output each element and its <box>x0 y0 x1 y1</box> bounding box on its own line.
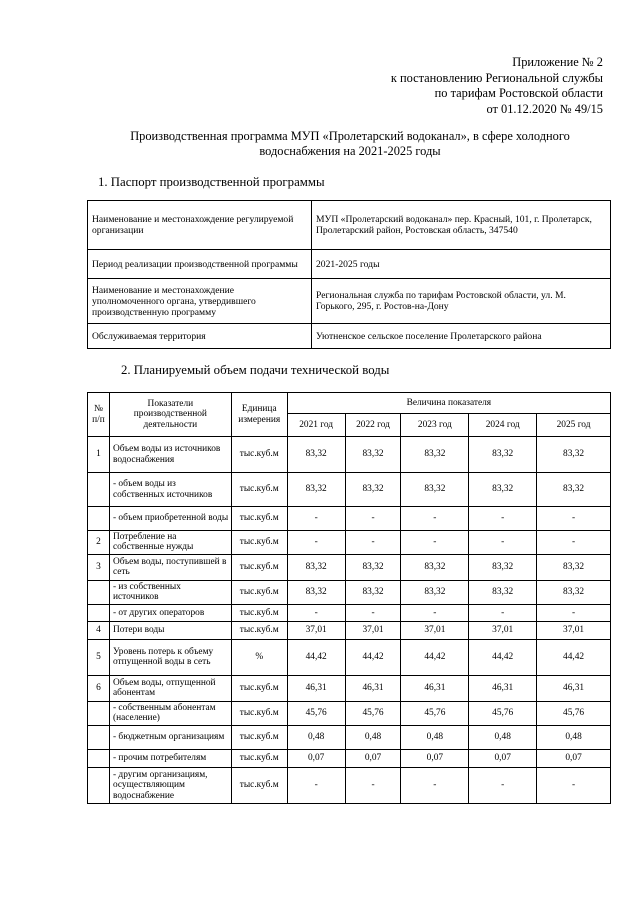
row-indicator: Объем воды, отпущенной абонентам <box>109 675 231 701</box>
row-number <box>88 749 110 767</box>
table-row <box>88 639 611 675</box>
row-indicator: - собственным абонентам (население) <box>109 701 231 725</box>
table-row <box>88 507 611 531</box>
row-unit: тыс.куб.м <box>231 554 287 580</box>
row-value: - <box>537 604 611 621</box>
row-value: 45,76 <box>287 701 345 725</box>
header-unit: Единица измерения <box>231 393 287 437</box>
passport-value: 2021-2025 годы <box>312 250 611 279</box>
row-value: 0,07 <box>537 749 611 767</box>
row-number <box>88 604 110 621</box>
row-value: 83,32 <box>287 437 345 473</box>
appendix-line-4: от 01.12.2020 № 49/15 <box>486 101 603 116</box>
row-value: 44,42 <box>401 639 469 675</box>
row-value: 37,01 <box>469 621 537 639</box>
row-number <box>88 725 110 749</box>
row-indicator: Объем воды из источников водоснабжения <box>109 437 231 473</box>
table-row <box>88 767 611 803</box>
row-value: 0,07 <box>345 749 401 767</box>
row-value: - <box>469 531 537 555</box>
row-unit: тыс.куб.м <box>231 437 287 473</box>
row-value: - <box>287 531 345 555</box>
row-value: 46,31 <box>469 675 537 701</box>
header-year: 2021 год <box>287 414 345 437</box>
row-value: 83,32 <box>287 580 345 604</box>
row-value: 45,76 <box>469 701 537 725</box>
row-value: - <box>401 767 469 803</box>
row-value: 45,76 <box>537 701 611 725</box>
row-value: - <box>401 507 469 531</box>
section-2-heading: 2. Планируемый объем подачи технической воды <box>121 363 390 377</box>
row-value: 83,32 <box>537 473 611 507</box>
row-number <box>88 507 110 531</box>
table-row <box>88 531 611 555</box>
table-row <box>88 604 611 621</box>
row-value: 37,01 <box>537 621 611 639</box>
row-value: 83,32 <box>469 580 537 604</box>
row-unit: тыс.куб.м <box>231 473 287 507</box>
row-value: - <box>537 507 611 531</box>
row-value: 83,32 <box>345 554 401 580</box>
row-value: 0,07 <box>469 749 537 767</box>
appendix-line-1: Приложение № 2 <box>512 55 603 69</box>
passport-row <box>88 324 611 349</box>
row-number <box>88 473 110 507</box>
row-number: 4 <box>88 621 110 639</box>
table-row <box>88 725 611 749</box>
row-value: 44,42 <box>537 639 611 675</box>
section-1-heading: 1. Паспорт производственной программы <box>98 175 325 189</box>
passport-value: Региональная служба по тарифам Ростовской области, ул. М. Горького, 295, г. Ростов-на-Дону <box>312 279 611 324</box>
row-value: 45,76 <box>345 701 401 725</box>
row-value: 45,76 <box>401 701 469 725</box>
row-value: 0,48 <box>287 725 345 749</box>
appendix-block <box>391 55 603 117</box>
row-number: 5 <box>88 639 110 675</box>
row-value: - <box>401 604 469 621</box>
row-value: - <box>287 767 345 803</box>
row-unit: % <box>231 639 287 675</box>
row-value: - <box>469 507 537 531</box>
row-value: - <box>345 531 401 555</box>
title-line-2: водоснабжения на 2021-2025 годы <box>259 144 441 158</box>
row-value: - <box>345 604 401 621</box>
row-indicator: - другим организациям, осуществляющим водоснабжение <box>109 767 231 803</box>
row-indicator: - объем приобретенной воды <box>109 507 231 531</box>
row-value: 46,31 <box>345 675 401 701</box>
header-year: 2023 год <box>401 414 469 437</box>
row-unit: тыс.куб.м <box>231 507 287 531</box>
passport-key: Период реализации производственной программы <box>88 250 312 279</box>
row-unit: тыс.куб.м <box>231 621 287 639</box>
passport-key: Наименование и местонахождение уполномоченного органа, утвердившего производственную программу <box>88 279 312 324</box>
row-unit: тыс.куб.м <box>231 580 287 604</box>
row-indicator: Объем воды, поступившей в сеть <box>109 554 231 580</box>
row-value: 44,42 <box>287 639 345 675</box>
row-value: - <box>287 604 345 621</box>
header-num: № п/п <box>88 393 110 437</box>
header-value-group: Величина показателя <box>287 393 610 414</box>
row-value: - <box>537 767 611 803</box>
row-value: - <box>469 604 537 621</box>
volume-table <box>87 392 611 804</box>
row-value: 83,32 <box>401 437 469 473</box>
row-indicator: Уровень потерь к объему отпущенной воды в сеть <box>109 639 231 675</box>
row-value: - <box>401 531 469 555</box>
passport-key: Обслуживаемая территория <box>88 324 312 349</box>
row-indicator: Потребление на собственные нужды <box>109 531 231 555</box>
row-value: 46,31 <box>401 675 469 701</box>
table-row <box>88 749 611 767</box>
row-indicator: - бюджетным организациям <box>109 725 231 749</box>
row-value: 83,32 <box>469 437 537 473</box>
row-value: 46,31 <box>287 675 345 701</box>
row-indicator: Потери воды <box>109 621 231 639</box>
passport-table <box>87 200 611 349</box>
row-number: 2 <box>88 531 110 555</box>
row-value: 83,32 <box>401 554 469 580</box>
row-value: - <box>345 507 401 531</box>
row-indicator: - прочим потребителям <box>109 749 231 767</box>
row-value: 37,01 <box>401 621 469 639</box>
volume-table-body <box>88 437 611 804</box>
passport-value: Уютненское сельское поселение Пролетарского района <box>312 324 611 349</box>
table-row <box>88 675 611 701</box>
passport-key: Наименование и местонахождение регулируемой организации <box>88 201 312 250</box>
passport-row <box>88 279 611 324</box>
row-unit: тыс.куб.м <box>231 767 287 803</box>
table-row <box>88 473 611 507</box>
table-row <box>88 437 611 473</box>
row-value: 83,32 <box>537 554 611 580</box>
row-number: 3 <box>88 554 110 580</box>
row-value: 83,32 <box>345 437 401 473</box>
header-year: 2025 год <box>537 414 611 437</box>
row-value: 83,32 <box>537 580 611 604</box>
row-value: 83,32 <box>345 580 401 604</box>
row-indicator: - из собственных источников <box>109 580 231 604</box>
row-value: 83,32 <box>401 580 469 604</box>
table-row <box>88 580 611 604</box>
table-row <box>88 621 611 639</box>
header-year: 2022 год <box>345 414 401 437</box>
row-value: 0,48 <box>401 725 469 749</box>
row-number <box>88 580 110 604</box>
row-number: 6 <box>88 675 110 701</box>
row-value: 83,32 <box>287 473 345 507</box>
document-title <box>90 129 610 159</box>
appendix-line-2: к постановлению Региональной службы <box>390 70 603 85</box>
row-value: - <box>469 767 537 803</box>
row-unit: тыс.куб.м <box>231 701 287 725</box>
title-line-1: Производственная программа МУП «Пролетарский водоканал», в сфере холодного <box>130 129 570 143</box>
appendix-line-3: по тарифам Ростовской области <box>434 86 603 100</box>
passport-row <box>88 201 611 250</box>
header-indicator: Показатели производственной деятельности <box>109 393 231 437</box>
row-value: 0,48 <box>537 725 611 749</box>
row-indicator: - от других операторов <box>109 604 231 621</box>
row-value: 37,01 <box>345 621 401 639</box>
row-value: 83,32 <box>345 473 401 507</box>
row-value: 44,42 <box>345 639 401 675</box>
row-value: 83,32 <box>537 437 611 473</box>
row-value: 0,07 <box>401 749 469 767</box>
row-value: 0,48 <box>469 725 537 749</box>
row-value: 83,32 <box>469 473 537 507</box>
row-value: 83,32 <box>469 554 537 580</box>
header-row <box>88 393 611 414</box>
row-value: 0,48 <box>345 725 401 749</box>
row-number: 1 <box>88 437 110 473</box>
row-number <box>88 701 110 725</box>
row-unit: тыс.куб.м <box>231 749 287 767</box>
row-unit: тыс.куб.м <box>231 604 287 621</box>
header-year: 2024 год <box>469 414 537 437</box>
row-value: 44,42 <box>469 639 537 675</box>
row-value: 46,31 <box>537 675 611 701</box>
row-value: - <box>287 507 345 531</box>
row-value: 83,32 <box>401 473 469 507</box>
table-row <box>88 701 611 725</box>
table-row <box>88 554 611 580</box>
row-unit: тыс.куб.м <box>231 725 287 749</box>
row-indicator: - объем воды из собственных источников <box>109 473 231 507</box>
row-value: - <box>537 531 611 555</box>
passport-value: МУП «Пролетарский водоканал» пер. Красный, 101, г. Пролетарск, Пролетарский район, Ростовская область, 347540 <box>312 201 611 250</box>
row-value: 37,01 <box>287 621 345 639</box>
row-unit: тыс.куб.м <box>231 531 287 555</box>
row-number <box>88 767 110 803</box>
passport-row <box>88 250 611 279</box>
row-value: 83,32 <box>287 554 345 580</box>
row-value: 0,07 <box>287 749 345 767</box>
row-value: - <box>345 767 401 803</box>
row-unit: тыс.куб.м <box>231 675 287 701</box>
